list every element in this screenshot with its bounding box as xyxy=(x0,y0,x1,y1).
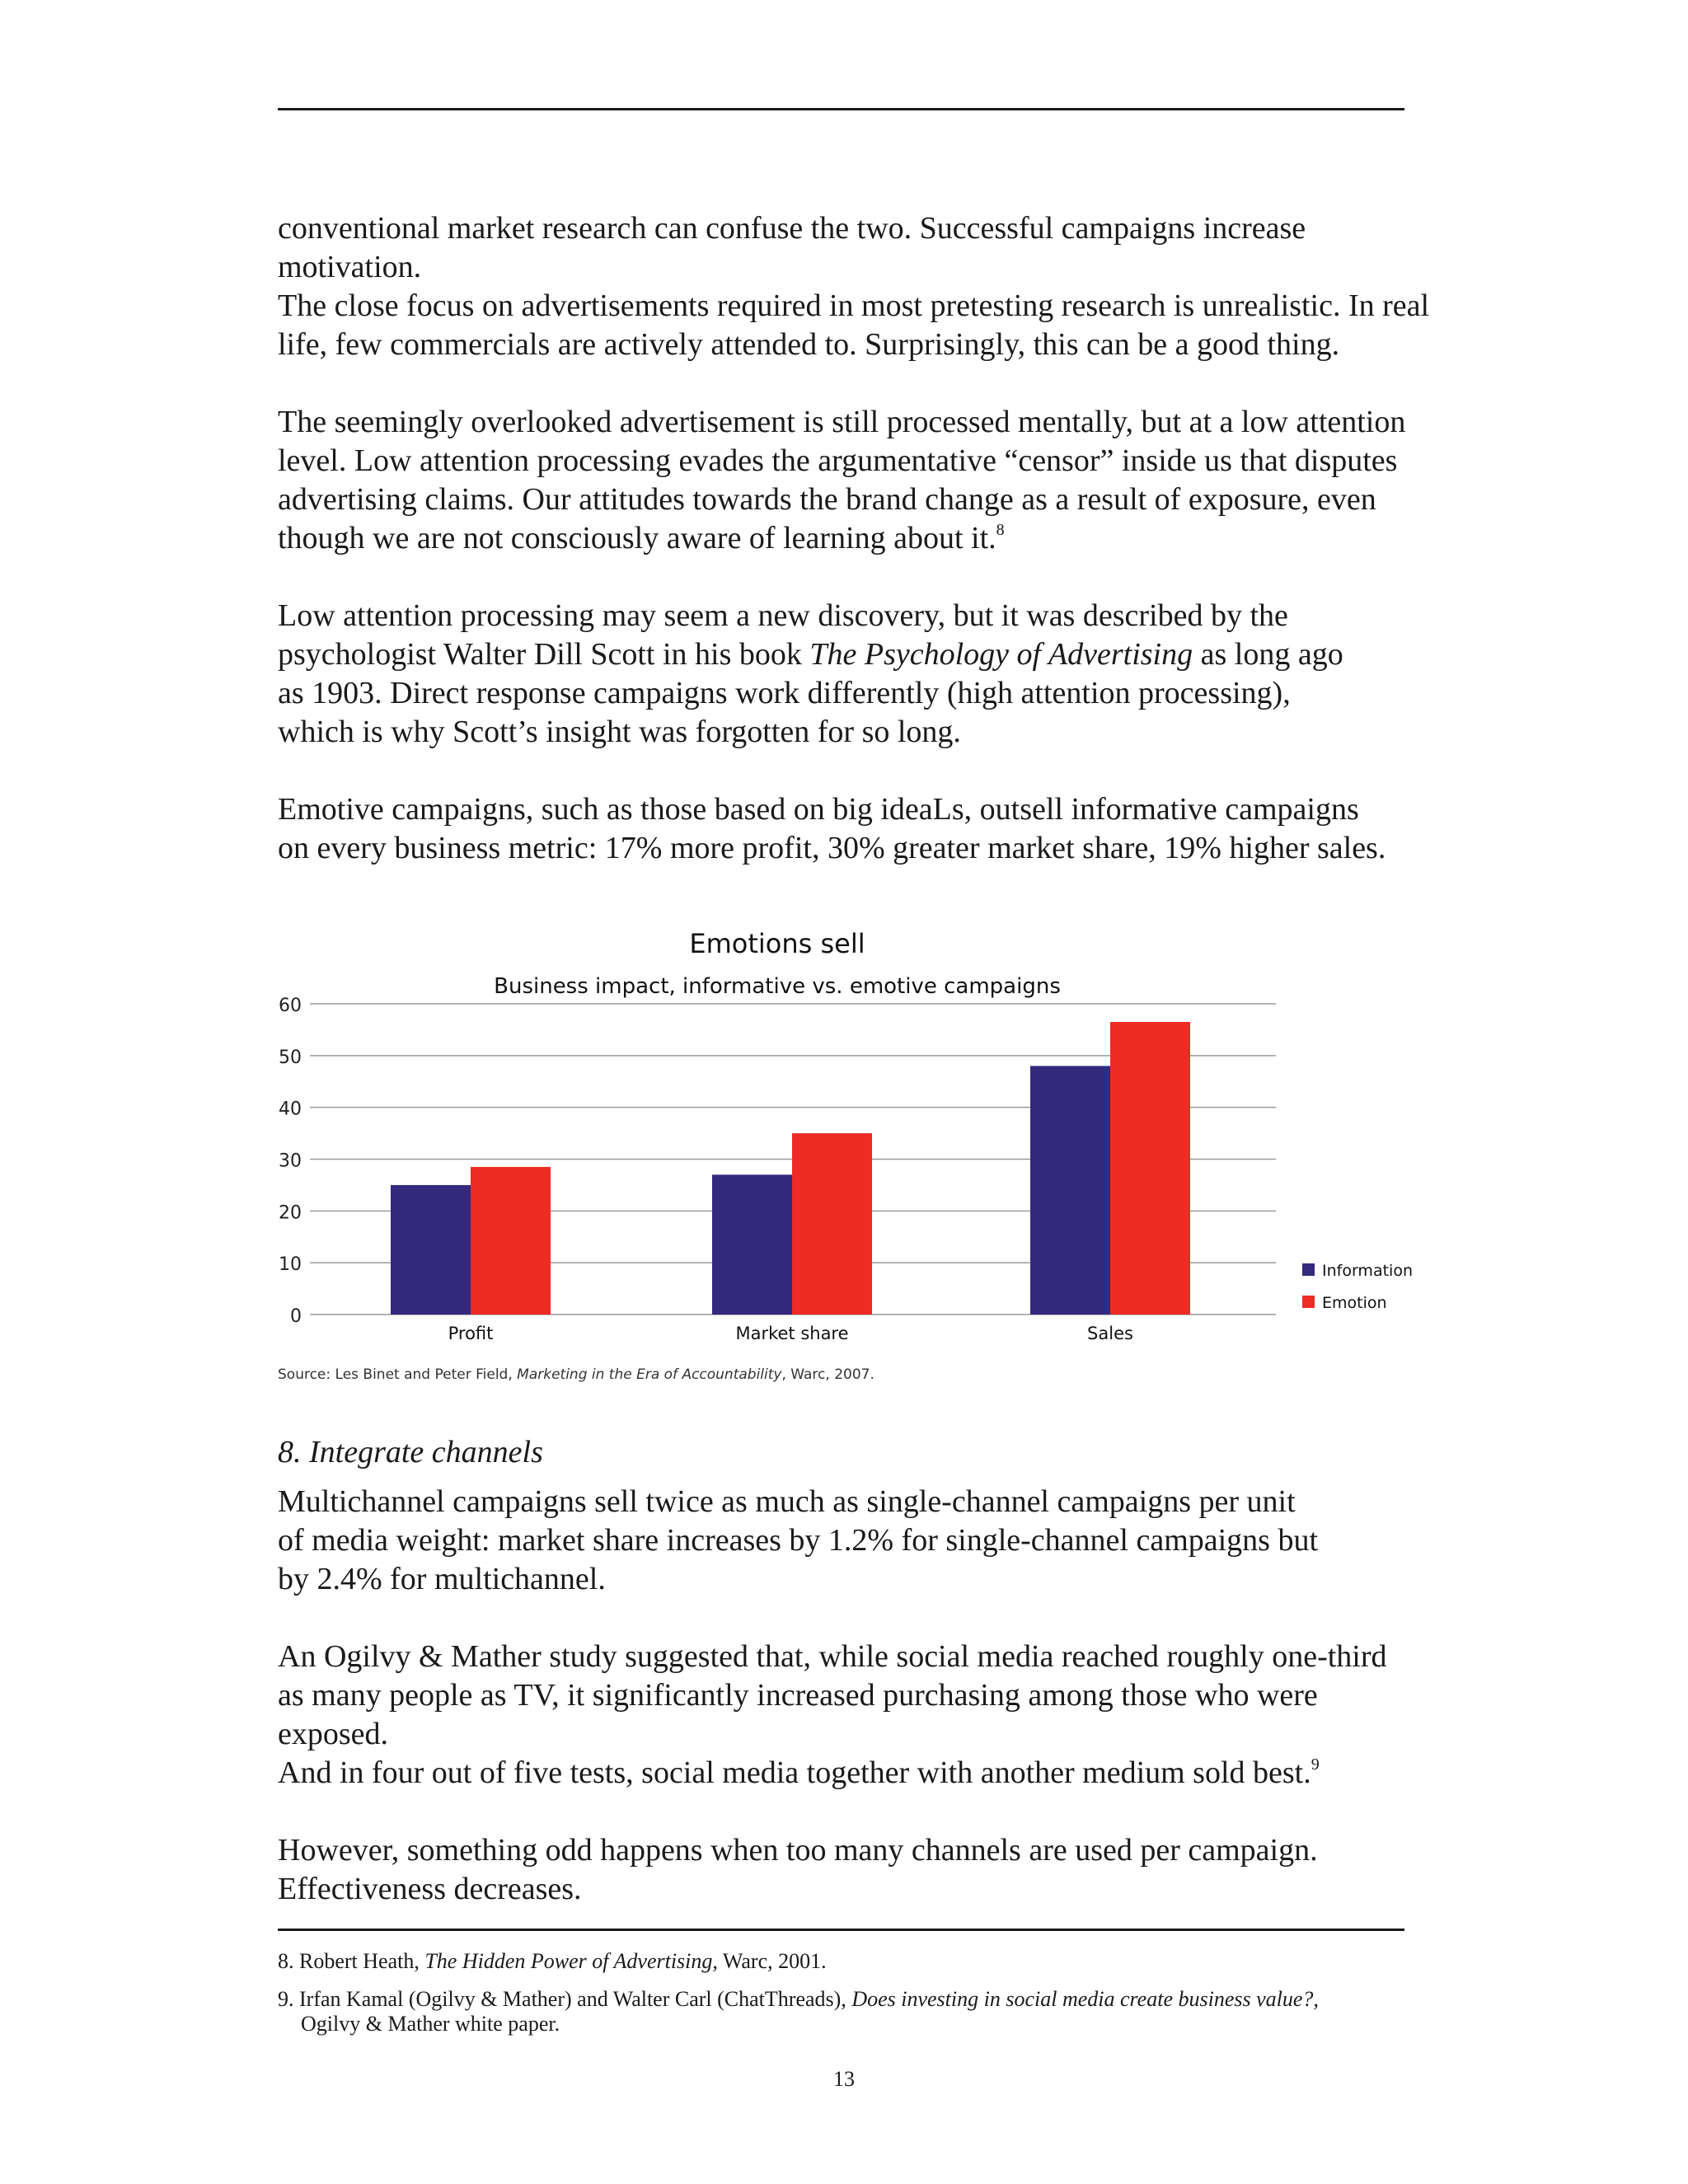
footnotes xyxy=(278,1949,1432,2050)
bar-emotion-market-share xyxy=(792,1133,872,1315)
fn9-line-2: Ogilvy & Mather white paper. xyxy=(301,2012,560,2036)
p2-line-3: advertising claims. Our attitudes towards the brand change as a result of exposure, even xyxy=(278,482,1376,517)
paragraph-7 xyxy=(278,1831,1432,1909)
p7-line-2: Effectiveness decreases. xyxy=(278,1872,582,1906)
x-tick-label-sales: Sales xyxy=(1087,1324,1133,1343)
p2-line-1: The seemingly overlooked advertisement is still processed mentally, but at a low attention xyxy=(278,405,1406,439)
legend-swatch-emotion xyxy=(1302,1296,1315,1308)
bar-emotion-profit xyxy=(471,1167,551,1315)
y-tick-label-0: 0 xyxy=(290,1306,302,1327)
p3-line-2-pre: psychologist Walter Dill Scott in his book xyxy=(278,637,810,672)
chart-subtitle: Business impact, informative vs. emotive campaigns xyxy=(494,974,1061,999)
p2-line-4: though we are not consciously aware of learning about it. xyxy=(278,521,996,555)
bar-information-market-share xyxy=(712,1174,792,1315)
section-heading: 8. Integrate channels xyxy=(278,1435,543,1469)
footnote-9 xyxy=(278,1987,1432,2036)
page-number: 13 xyxy=(833,2067,855,2091)
body-top xyxy=(278,209,1432,907)
fn9-title: Does investing in social media create business value?, xyxy=(851,1987,1319,2011)
p3-line-4: which is why Scott’s insight was forgotten for so long. xyxy=(278,715,961,749)
source-prefix: Source: Les Binet and Peter Field, xyxy=(278,1366,518,1383)
p1-line-2: The close focus on advertisements required in most pretesting research is unrealistic. In real xyxy=(278,288,1430,323)
p3-line-1: Low attention processing may seem a new discovery, but it was described by the xyxy=(278,598,1288,633)
bar-information-sales xyxy=(1030,1066,1110,1315)
p1-line-3: life, few commercials are actively attended to. Surprisingly, this can be a good thing. xyxy=(278,327,1340,362)
p5-line-3: by 2.4% for multichannel. xyxy=(278,1562,606,1596)
p2-line-2: level. Low attention processing evades the argumentative “censor” inside us that disputes xyxy=(278,443,1398,478)
bar-emotion-sales xyxy=(1110,1022,1190,1315)
paragraph-1 xyxy=(278,209,1432,364)
fn8-prefix: 8. Robert Heath, xyxy=(278,1949,425,1973)
y-tick-label-10: 10 xyxy=(279,1254,302,1276)
legend-swatch-information xyxy=(1302,1263,1315,1276)
source-title: Marketing in the Era of Accountability xyxy=(517,1366,782,1383)
paragraph-4 xyxy=(278,790,1432,868)
source-suffix: , Warc, 2007. xyxy=(781,1366,874,1383)
paragraph-3 xyxy=(278,597,1432,752)
footnote-8 xyxy=(278,1949,1432,1974)
legend-label-information: Information xyxy=(1322,1262,1413,1280)
paragraph-6 xyxy=(278,1638,1432,1793)
p3-line-2-post: as long ago xyxy=(1193,637,1343,672)
y-tick-label-50: 50 xyxy=(279,1047,302,1068)
p6-line-3: And in four out of five tests, social media together with another medium sold best. xyxy=(278,1755,1311,1790)
y-tick-label-20: 20 xyxy=(279,1202,302,1224)
paragraph-2 xyxy=(278,403,1432,558)
p7-line-1: However, something odd happens when too many channels are used per campaign. xyxy=(278,1833,1318,1868)
y-tick-label-60: 60 xyxy=(279,996,302,1016)
book-title: The Psychology of Advertising xyxy=(809,637,1193,672)
p4-line-2: on every business metric: 17% more profit, 30% greater market share, 19% higher sales. xyxy=(278,831,1386,865)
p5-line-1: Multichannel campaigns sell twice as much as single-channel campaigns per unit xyxy=(278,1484,1296,1519)
paragraph-5 xyxy=(278,1483,1432,1599)
top-rule xyxy=(278,108,1404,110)
emotions-chart xyxy=(264,923,1434,1401)
y-tick-label-30: 30 xyxy=(279,1151,302,1172)
body-bottom xyxy=(278,1483,1432,1947)
legend-label-emotion: Emotion xyxy=(1322,1294,1387,1312)
x-tick-label-profit: Profit xyxy=(448,1324,494,1343)
p4-line-1: Emotive campaigns, such as those based on big ideaLs, outsell informative campaigns xyxy=(278,792,1359,827)
footnote-rule xyxy=(278,1929,1404,1931)
p1-line-1: conventional market research can confuse the two. Successful campaigns increase motivation. xyxy=(278,211,1306,284)
fn8-title: The Hidden Power of Advertising, xyxy=(424,1949,718,1973)
p3-line-3: as 1903. Direct response campaigns work differently (high attention processing), xyxy=(278,676,1291,710)
p6-line-1: An Ogilvy & Mather study suggested that, while social media reached roughly one-third xyxy=(278,1639,1387,1674)
chart-svg xyxy=(264,923,1434,1352)
y-tick-label-40: 40 xyxy=(279,1099,302,1120)
fn8-suffix: Warc, 2001. xyxy=(717,1949,827,1973)
x-tick-label-market-share: Market share xyxy=(735,1324,849,1343)
chart-source xyxy=(278,1366,874,1383)
footnote-ref-9[interactable]: 9 xyxy=(1311,1755,1320,1774)
p5-line-2: of media weight: market share increases by 1.2% for single-channel campaigns but xyxy=(278,1523,1319,1558)
bar-information-profit xyxy=(391,1185,471,1315)
fn9-prefix: 9. Irfan Kamal (Ogilvy & Mather) and Walter Carl (ChatThreads), xyxy=(278,1987,852,2011)
footnote-ref-8[interactable]: 8 xyxy=(996,521,1005,539)
p6-line-2: as many people as TV, it significantly increased purchasing among those who were exposed. xyxy=(278,1678,1318,1751)
chart-title: Emotions sell xyxy=(689,928,865,959)
